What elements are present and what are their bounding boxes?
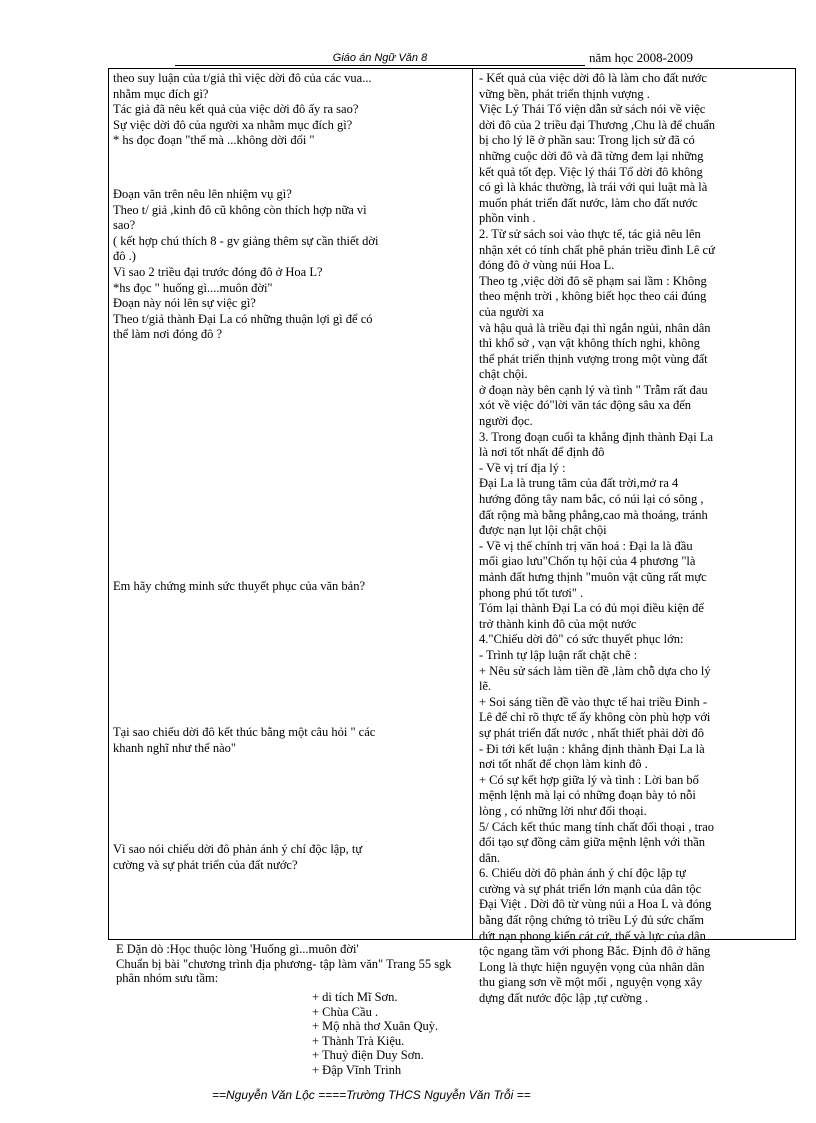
homework-notes [116, 942, 796, 986]
answer-line: 6. Chiếu dời đô phản ánh ý chí độc lập tự [479, 866, 686, 881]
question-block [113, 725, 465, 756]
list-item: + Đập Vĩnh Trinh [312, 1062, 402, 1077]
answer-line: có gì là khác thường, là trái với qui luật mà là [479, 180, 708, 195]
answer-line: - Đi tới kết luận : khẳng định thành Đại La là [479, 741, 705, 756]
answer-line: 4."Chiếu dời đô" có sức thuyết phục lớn: [479, 632, 684, 647]
question-block [113, 579, 465, 595]
answer-line: theo mệnh trời , không biết học theo cái đúng [479, 289, 707, 304]
answer-line: mệnh lệnh mà lại có những đoạn bày tỏ nỗi [479, 788, 696, 803]
answer-line: + Nêu sử sách làm tiền đề ,làm chỗ dựa cho lý [479, 663, 711, 678]
answer-line: - Trình tự lập luận rất chặt chẽ : [479, 647, 638, 662]
question-line: Tác giả đã nêu kết quả của việc dời đô ấy ra sao? [113, 102, 359, 117]
answer-line: lòng , có những lời như đối thoại. [479, 803, 647, 818]
question-line: Em hãy chứng minh sức thuyết phục của văn bản? [113, 579, 366, 593]
answer-line: Lê để chỉ rõ thực tế ấy không còn phù hợp với [479, 710, 711, 725]
answer-line: - Về vị thế chính trị văn hoá : Đại la là đầu [479, 538, 693, 553]
question-line: Sự việc dời đô của người xa nhằm mục đích gì? [113, 117, 353, 132]
answer-line: của người xa [479, 304, 544, 319]
answer-line: nơi tốt nhất để chọn làm kinh đô . [479, 757, 648, 772]
answer-line: phồn vinh . [479, 211, 536, 226]
question-line: Vì sao nói chiếu dời đô phản ánh ý chí độc lập, tự [113, 842, 363, 856]
question-line: thể làm nơi đóng đô ? [113, 327, 223, 342]
question-line: đô .) [113, 249, 136, 264]
answer-line: vững bền, phát triển thịnh vượng . [479, 86, 650, 101]
answer-line: đất rộng mà bằng phẳng,cao mà thoáng, tránh [479, 507, 708, 522]
answer-line: 2. Từ sử sách soi vào thực tế, tác giả nêu lên [479, 226, 701, 241]
answer-line: Việc Lý Thái Tổ viện dẫn sử sách nói về việc [479, 102, 706, 117]
answer-line: được nạn lụt lội chật chội [479, 523, 607, 538]
answer-line: lẽ. [479, 679, 492, 694]
answer-line: mảnh đất hưng thịnh "muôn vật cũng rất mực [479, 570, 707, 584]
note-line: E Dặn dò :Học thuộc lòng 'Huống gì...muôn đời' [116, 942, 359, 956]
answer-line: - Về vị trí địa lý : [479, 460, 566, 475]
answer-line: + Soi sáng tiền đề vào thực tế hai triều Đinh - [479, 694, 708, 709]
question-block [113, 187, 465, 343]
answer-line: trở thành kinh đô của một nước [479, 616, 637, 631]
answer-line: mối giao lưu"Chốn tụ hội của 4 phương "là [479, 554, 696, 569]
answer-line: dời đô của 2 triều đại Thương ,Chu là để chuẩn [479, 117, 716, 132]
answer-line: nhận xét có tính chất phê phán triều đình Lê cứ [479, 242, 715, 257]
header-year: năm học 2008-2009 [589, 50, 693, 65]
question-line: Theo t/ giả ,kinh đô cũ không còn thích hợp nữa vì [113, 202, 367, 217]
answer-line: đóng đô ở vùng núi Hoa L. [479, 258, 615, 273]
column-divider [472, 69, 473, 939]
list-item: + di tích Mĩ Sơn. [312, 990, 398, 1004]
answer-line: hướng đông tây nam bắc, có núi lại có sông , [479, 492, 704, 507]
answer-line: ở đoạn này bên cạnh lý và tình " Trẫm rất đau [479, 382, 708, 397]
answer-line: bị cho lý lẽ ở phần sau: Trong lịch sử đã có [479, 133, 695, 148]
list-item: + Chùa Cầu . [312, 1004, 379, 1019]
list-item: + Thuỷ điện Duy Sơn. [312, 1048, 424, 1062]
question-line: theo suy luận của t/giả thì việc dời đô của các vua... [113, 71, 372, 85]
note-line: Chuẩn bị bài "chương trình địa phương- tập làm văn" Trang 55 sgk [116, 956, 452, 971]
answer-line: Theo tg ,việc dời đô sẽ phạm sai lầm : Không [479, 273, 707, 288]
answer-line: bằng đất rộng chứng tỏ triều Lý đủ sức chấm [479, 913, 704, 928]
question-line: Theo t/giả thành Đại La có những thuận lợi gì để có [113, 311, 373, 326]
answer-line: đổi tạo sự đồng cảm giữa mệnh lệnh với thần [479, 835, 706, 850]
answer-line: dứt nạn phong kiến cát cứ, thế và lực của dân [479, 928, 706, 943]
answer-line: Tóm lại thành Đại La có đủ mọi điều kiện để [479, 601, 704, 616]
question-line: Đoạn văn trên nêu lên nhiệm vụ gì? [113, 187, 292, 201]
list-item: + Mộ nhà thơ Xuân Quỳ. [312, 1019, 439, 1033]
answer-line: Đại Việt . Dời đô từ vùng núi a Hoa L và đóng [479, 897, 712, 912]
answer-line: cường và sự phát triển lớn mạnh của dân tộc [479, 881, 702, 896]
answer-line: người đọc. [479, 414, 533, 429]
answer-line: thể phát triển thịnh vượng trong một vùng đất [479, 351, 708, 366]
answer-line: tộc ngang tầm với phong Bắc. Định đô ở hăng [479, 944, 711, 959]
answers-column [479, 71, 791, 1007]
page-header [175, 51, 735, 67]
answer-line: + Có sự kết hợp giữa lý và tình : Lời ban bố [479, 772, 699, 787]
answer-line: 5/ Cách kết thúc mang tính chất đối thoại , trao [479, 819, 715, 834]
question-line: Đoạn này nói lên sự việc gì? [113, 296, 256, 311]
answer-line: thì khổ sở , vạn vật không thích nghi, không [479, 336, 700, 351]
question-line: ( kết hợp chú thích 8 - gv giảng thêm sự cần thiết dời [113, 233, 379, 248]
question-line: Vì sao 2 triều đại trước đóng đô ở Hoa L? [113, 264, 323, 279]
answer-line: chật chội. [479, 367, 528, 382]
question-block [113, 71, 465, 149]
answer-line: dân. [479, 850, 501, 865]
header-title: Giáo án Ngữ Văn 8 [175, 51, 585, 66]
answer-line: sự phát triển đất nước , nhất thiết phải dời đô [479, 725, 704, 740]
answer-line: 3. Trong đoạn cuối ta khẳng định thành Đại La [479, 429, 713, 444]
note-line: phân nhóm sưu tầm: [116, 971, 219, 985]
research-list [312, 990, 438, 1077]
question-line: *hs đọc " huống gì....muôn đời" [113, 280, 273, 295]
answer-line: phong phú tốt tươi" . [479, 585, 584, 600]
answer-line: là nơi tốt nhất để định đô [479, 445, 605, 460]
answer-line: thu giang sơn về một mối , nguyện vọng xây [479, 975, 703, 990]
question-line: * hs đọc đoạn "thế mà ...không dời đổi " [113, 133, 315, 148]
answer-line: Đại La là trung tâm của đất trời,mở ra 4 [479, 476, 679, 491]
answer-line: Long là thực hiện nguyện vọng của nhân dân [479, 959, 705, 974]
question-line: sao? [113, 218, 136, 233]
question-line: khanh nghĩ như thế nào" [113, 740, 236, 755]
page-footer: ==Nguyễn Văn Lộc ====Trường THCS Nguyễn Văn Trỗi == [212, 1088, 531, 1102]
question-line: cường và sự phát triển của đất nước? [113, 857, 298, 872]
answer-line: kết quả tốt đẹp. Việc lý thái Tổ dời đô không [479, 164, 703, 179]
question-line: nhằm mục đích gì? [113, 86, 209, 101]
answer-line: dựng đất nước độc lập ,tự cường . [479, 991, 649, 1006]
answer-line: những cuộc dời đô và đã từng đem lại những [479, 148, 704, 163]
answer-line: - Kết quả của việc dời đô là làm cho đất nước [479, 71, 707, 85]
answer-line: muốn phát triển đất nước, làm cho đất nước [479, 195, 698, 210]
question-block [113, 842, 465, 873]
question-line: Tại sao chiếu dời đô kết thúc bằng một câu hỏi " các [113, 725, 376, 739]
answer-line: xót về việc đó"lời văn tác động sâu xa đến [479, 398, 691, 413]
answer-line: và hậu quả là triều đại thì ngắn ngủi, nhân dân [479, 320, 711, 335]
list-item: + Thành Trà Kiệu. [312, 1033, 405, 1048]
